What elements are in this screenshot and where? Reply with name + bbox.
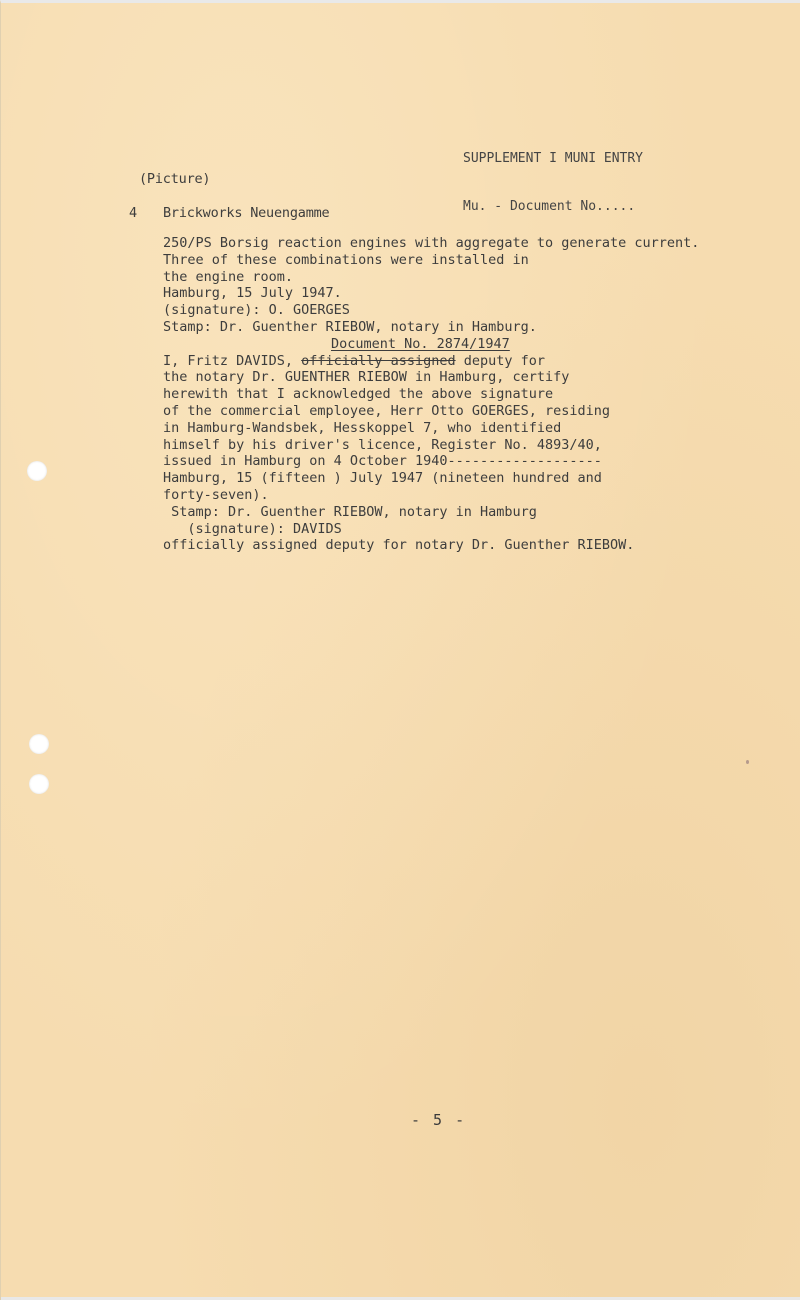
body-line: (signature): DAVIDS [163, 520, 342, 537]
body-line: officially assigned deputy for notary Dr. Guenther RIEBOW. [163, 537, 635, 554]
document-number-heading [163, 336, 699, 353]
body-line: Three of these combinations were installed in [163, 251, 529, 268]
document-number-text: Document No. 2874/1947 [331, 335, 510, 352]
item-number: 4 [129, 205, 137, 221]
paper-speck [746, 760, 749, 764]
body-line: the engine room. [163, 268, 294, 285]
body-line: herewith that I acknowledged the above signature [163, 386, 554, 403]
body-line: 250/PS Borsig reaction engines with aggregate to generate current. [163, 235, 700, 251]
body-line: himself by his driver's licence, Register No. 4893/40, [163, 436, 602, 453]
punch-hole [27, 461, 47, 481]
punch-hole [29, 734, 49, 754]
body-line: Stamp: Dr. Guenther RIEBOW, notary in Hamburg [163, 503, 537, 520]
picture-label: (Picture) [139, 171, 211, 187]
body-line: in Hamburg-Wandsbek, Hesskoppel 7, who identified [163, 419, 562, 436]
body-line: Hamburg, 15 July 1947. [163, 285, 342, 302]
header-document-number-line: Mu. - Document No..... [463, 199, 636, 214]
body-text: I, Fritz DAVIDS, [163, 352, 302, 369]
item-title: Brickworks Neuengamme [163, 205, 330, 221]
punch-hole [29, 774, 49, 794]
body-text: deputy for [455, 352, 546, 369]
body-line: issued in Hamburg on 4 October 1940------------------- [163, 453, 602, 470]
document-body [163, 235, 699, 554]
body-line: (signature): O. GOERGES [163, 302, 350, 319]
body-line: Hamburg, 15 (fifteen ) July 1947 (nineteen hundred and [163, 470, 602, 487]
body-line: of the commercial employee, Herr Otto GOERGES, residing [163, 402, 611, 419]
body-line [163, 353, 699, 370]
body-line: the notary Dr. GUENTHER RIEBOW in Hamburg, certify [163, 369, 570, 386]
struck-text: officially assigned [301, 352, 456, 369]
page-number: - 5 - [411, 1111, 467, 1129]
body-line: Stamp: Dr. Guenther RIEBOW, notary in Hamburg. [163, 318, 537, 335]
body-line: forty-seven). [163, 486, 269, 503]
header-supplement-line: SUPPLEMENT I MUNI ENTRY [463, 151, 644, 166]
document-header [463, 119, 643, 247]
